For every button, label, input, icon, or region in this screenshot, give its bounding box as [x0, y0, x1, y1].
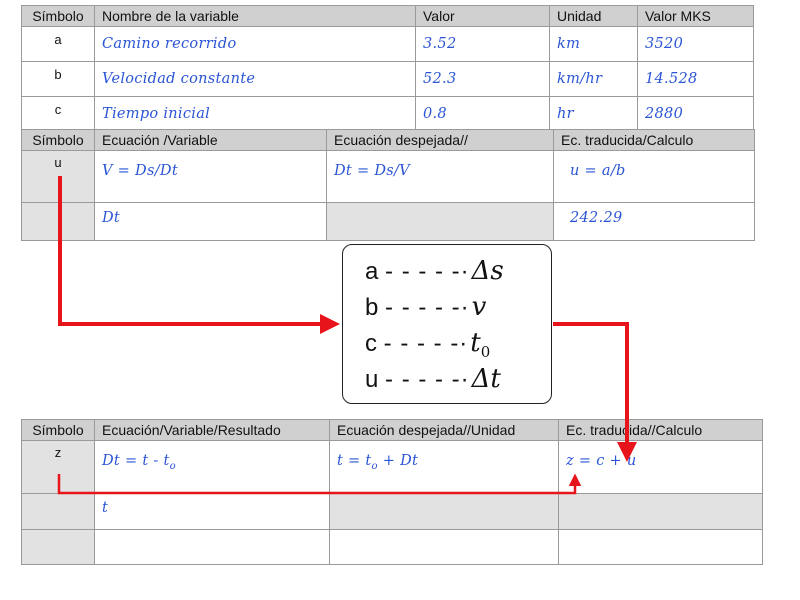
- symbol-cell: z: [22, 441, 95, 494]
- mks-value-cell: 3520: [638, 27, 754, 62]
- header-mks-value: Valor MKS: [638, 6, 754, 27]
- solved-equation-cell: [330, 530, 559, 565]
- symbol-cell: [22, 494, 95, 530]
- symbol-cell: b: [22, 62, 95, 97]
- symbol-cell: [22, 530, 95, 565]
- header-translated-calculation: Ec. traducida/Calculo: [554, 130, 755, 151]
- variable-name-cell: Tiempo inicial: [95, 97, 416, 132]
- table-row: [22, 62, 754, 97]
- header-symbol: Símbolo: [22, 6, 95, 27]
- header-solved-equation: Ecuación despejada//: [327, 130, 554, 151]
- translated-cell: z = c + u: [559, 441, 763, 494]
- header-equation-variable-result: Ecuación/Variable/Resultado: [95, 420, 330, 441]
- legend-dashes: - - - - -·: [383, 330, 469, 357]
- legend-math: Δt: [471, 364, 501, 394]
- legend-letter: u: [365, 366, 379, 393]
- variables-table: [21, 5, 754, 132]
- translated-cell: 242.29: [554, 203, 755, 241]
- equation-table: [21, 129, 755, 241]
- table-row: [22, 494, 763, 530]
- table-header-row: [22, 130, 755, 151]
- solved-tail: + Dt: [377, 453, 419, 469]
- legend-letter: a: [365, 258, 379, 285]
- translated-cell: u = a/b: [554, 151, 755, 203]
- table-row: [22, 27, 754, 62]
- legend-math: Δs: [471, 256, 504, 286]
- value-cell: 0.8: [416, 97, 550, 132]
- equation-subscript: o: [169, 460, 176, 472]
- solved-equation-cell: [327, 203, 554, 241]
- symbol-cell: [22, 203, 95, 241]
- solved-equation-cell: [330, 441, 559, 494]
- header-variable-name: Nombre de la variable: [95, 6, 416, 27]
- translated-cell: [559, 494, 763, 530]
- mks-value-cell: 2880: [638, 97, 754, 132]
- solved-equation-cell: Dt = Ds/V: [327, 151, 554, 203]
- translated-cell: [559, 530, 763, 565]
- solved-subscript: o: [371, 460, 378, 472]
- unit-cell: km: [550, 27, 638, 62]
- unit-cell: km/hr: [550, 62, 638, 97]
- table-row: [22, 441, 763, 494]
- legend-subscript: 0: [480, 342, 491, 361]
- symbol-cell: c: [22, 97, 95, 132]
- legend-letter: b: [365, 294, 379, 321]
- legend-dashes: - - - - -·: [385, 258, 470, 285]
- equation-cell: Dt: [95, 203, 327, 241]
- legend-math: t: [470, 328, 481, 358]
- legend-row-c: [365, 325, 551, 361]
- symbol-legend: [342, 244, 552, 404]
- value-cell: 3.52: [416, 27, 550, 62]
- solved-equation-cell: [330, 494, 559, 530]
- legend-dashes: - - - - -·: [385, 294, 470, 321]
- mks-value-cell: 14.528: [638, 62, 754, 97]
- table-row: [22, 203, 755, 241]
- equation-cell: [95, 530, 330, 565]
- table-row: [22, 97, 754, 132]
- table-row: [22, 151, 755, 203]
- solved-main: t = t: [337, 453, 372, 469]
- legend-letter: c: [365, 330, 377, 357]
- header-translated-calculation: Ec. traducida//Calculo: [559, 420, 763, 441]
- header-unit: Unidad: [550, 6, 638, 27]
- legend-math: v: [471, 292, 487, 322]
- header-solved-equation-unit: Ecuación despejada//Unidad: [330, 420, 559, 441]
- legend-dashes: - - - - -·: [385, 366, 470, 393]
- value-cell: 52.3: [416, 62, 550, 97]
- header-symbol: Símbolo: [22, 130, 95, 151]
- table-row: [22, 530, 763, 565]
- variable-name-cell: Velocidad constante: [95, 62, 416, 97]
- table-header-row: [22, 420, 763, 441]
- header-equation-variable: Ecuación /Variable: [95, 130, 327, 151]
- legend-row-a: [365, 253, 551, 289]
- symbol-cell: u: [22, 151, 95, 203]
- variable-name-cell: Camino recorrido: [95, 27, 416, 62]
- header-symbol: Símbolo: [22, 420, 95, 441]
- equation-cell: t: [95, 494, 330, 530]
- equation-main: Dt = t - t: [102, 453, 170, 469]
- legend-row-b: [365, 289, 551, 325]
- result-table: [21, 419, 763, 565]
- unit-cell: hr: [550, 97, 638, 132]
- equation-cell: [95, 441, 330, 494]
- legend-row-u: [365, 361, 551, 397]
- header-value: Valor: [416, 6, 550, 27]
- equation-cell: V = Ds/Dt: [95, 151, 327, 203]
- table-header-row: [22, 6, 754, 27]
- symbol-cell: a: [22, 27, 95, 62]
